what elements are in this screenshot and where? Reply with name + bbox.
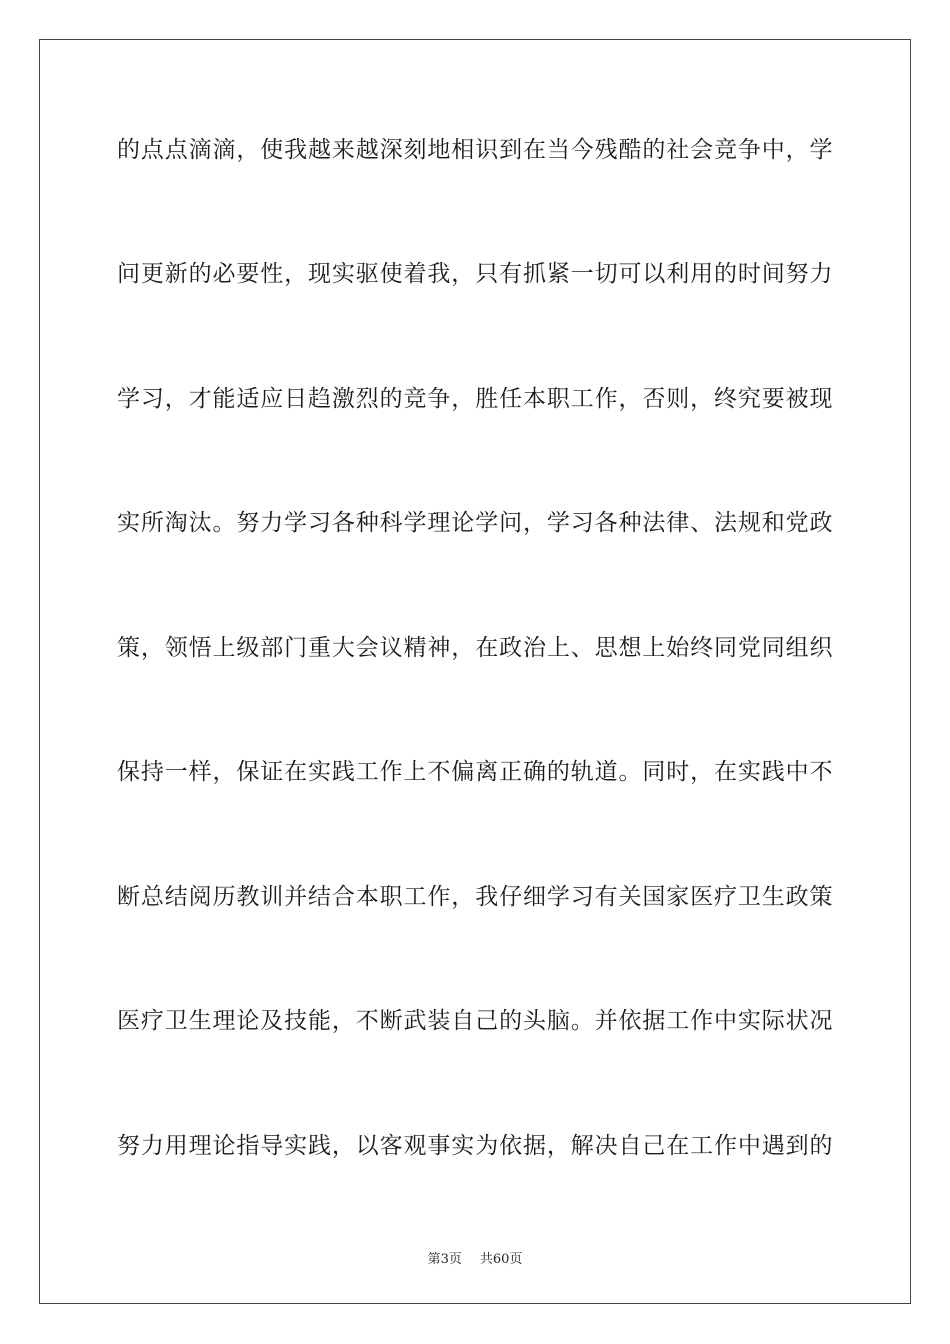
- text-line-9: 努力用理论指导实践，以客观事实为依据，解决自己在工作中遇到的: [117, 1133, 833, 1159]
- page-footer: [0, 1248, 950, 1267]
- text-line-4: 实所淘汰。努力学习各种科学理论学问，学习各种法律、法规和党政: [117, 510, 833, 536]
- text-line-1: 的点点滴滴，使我越来越深刻地相识到在当今残酷的社会竞争中，学: [117, 137, 833, 163]
- page-number: 第3页: [427, 1252, 462, 1267]
- text-line-2: 问更新的必要性，现实驱使着我，只有抓紧一切可以利用的时间努力: [117, 261, 833, 287]
- text-line-7: 断总结阅历教训并结合本职工作，我仔细学习有关国家医疗卫生政策: [117, 884, 833, 910]
- page-total: 共60页: [479, 1252, 523, 1267]
- page-border: [39, 39, 911, 1304]
- text-line-6: 保持一样，保证在实践工作上不偏离正确的轨道。同时，在实践中不: [117, 759, 833, 785]
- text-line-3: 学习，才能适应日趋激烈的竞争，胜任本职工作，否则，终究要被现: [117, 386, 833, 412]
- text-line-8: 医疗卫生理论及技能，不断武装自己的头脑。并依据工作中实际状况: [117, 1008, 833, 1034]
- text-line-5: 策，领悟上级部门重大会议精神，在政治上、思想上始终同党同组织: [117, 635, 833, 661]
